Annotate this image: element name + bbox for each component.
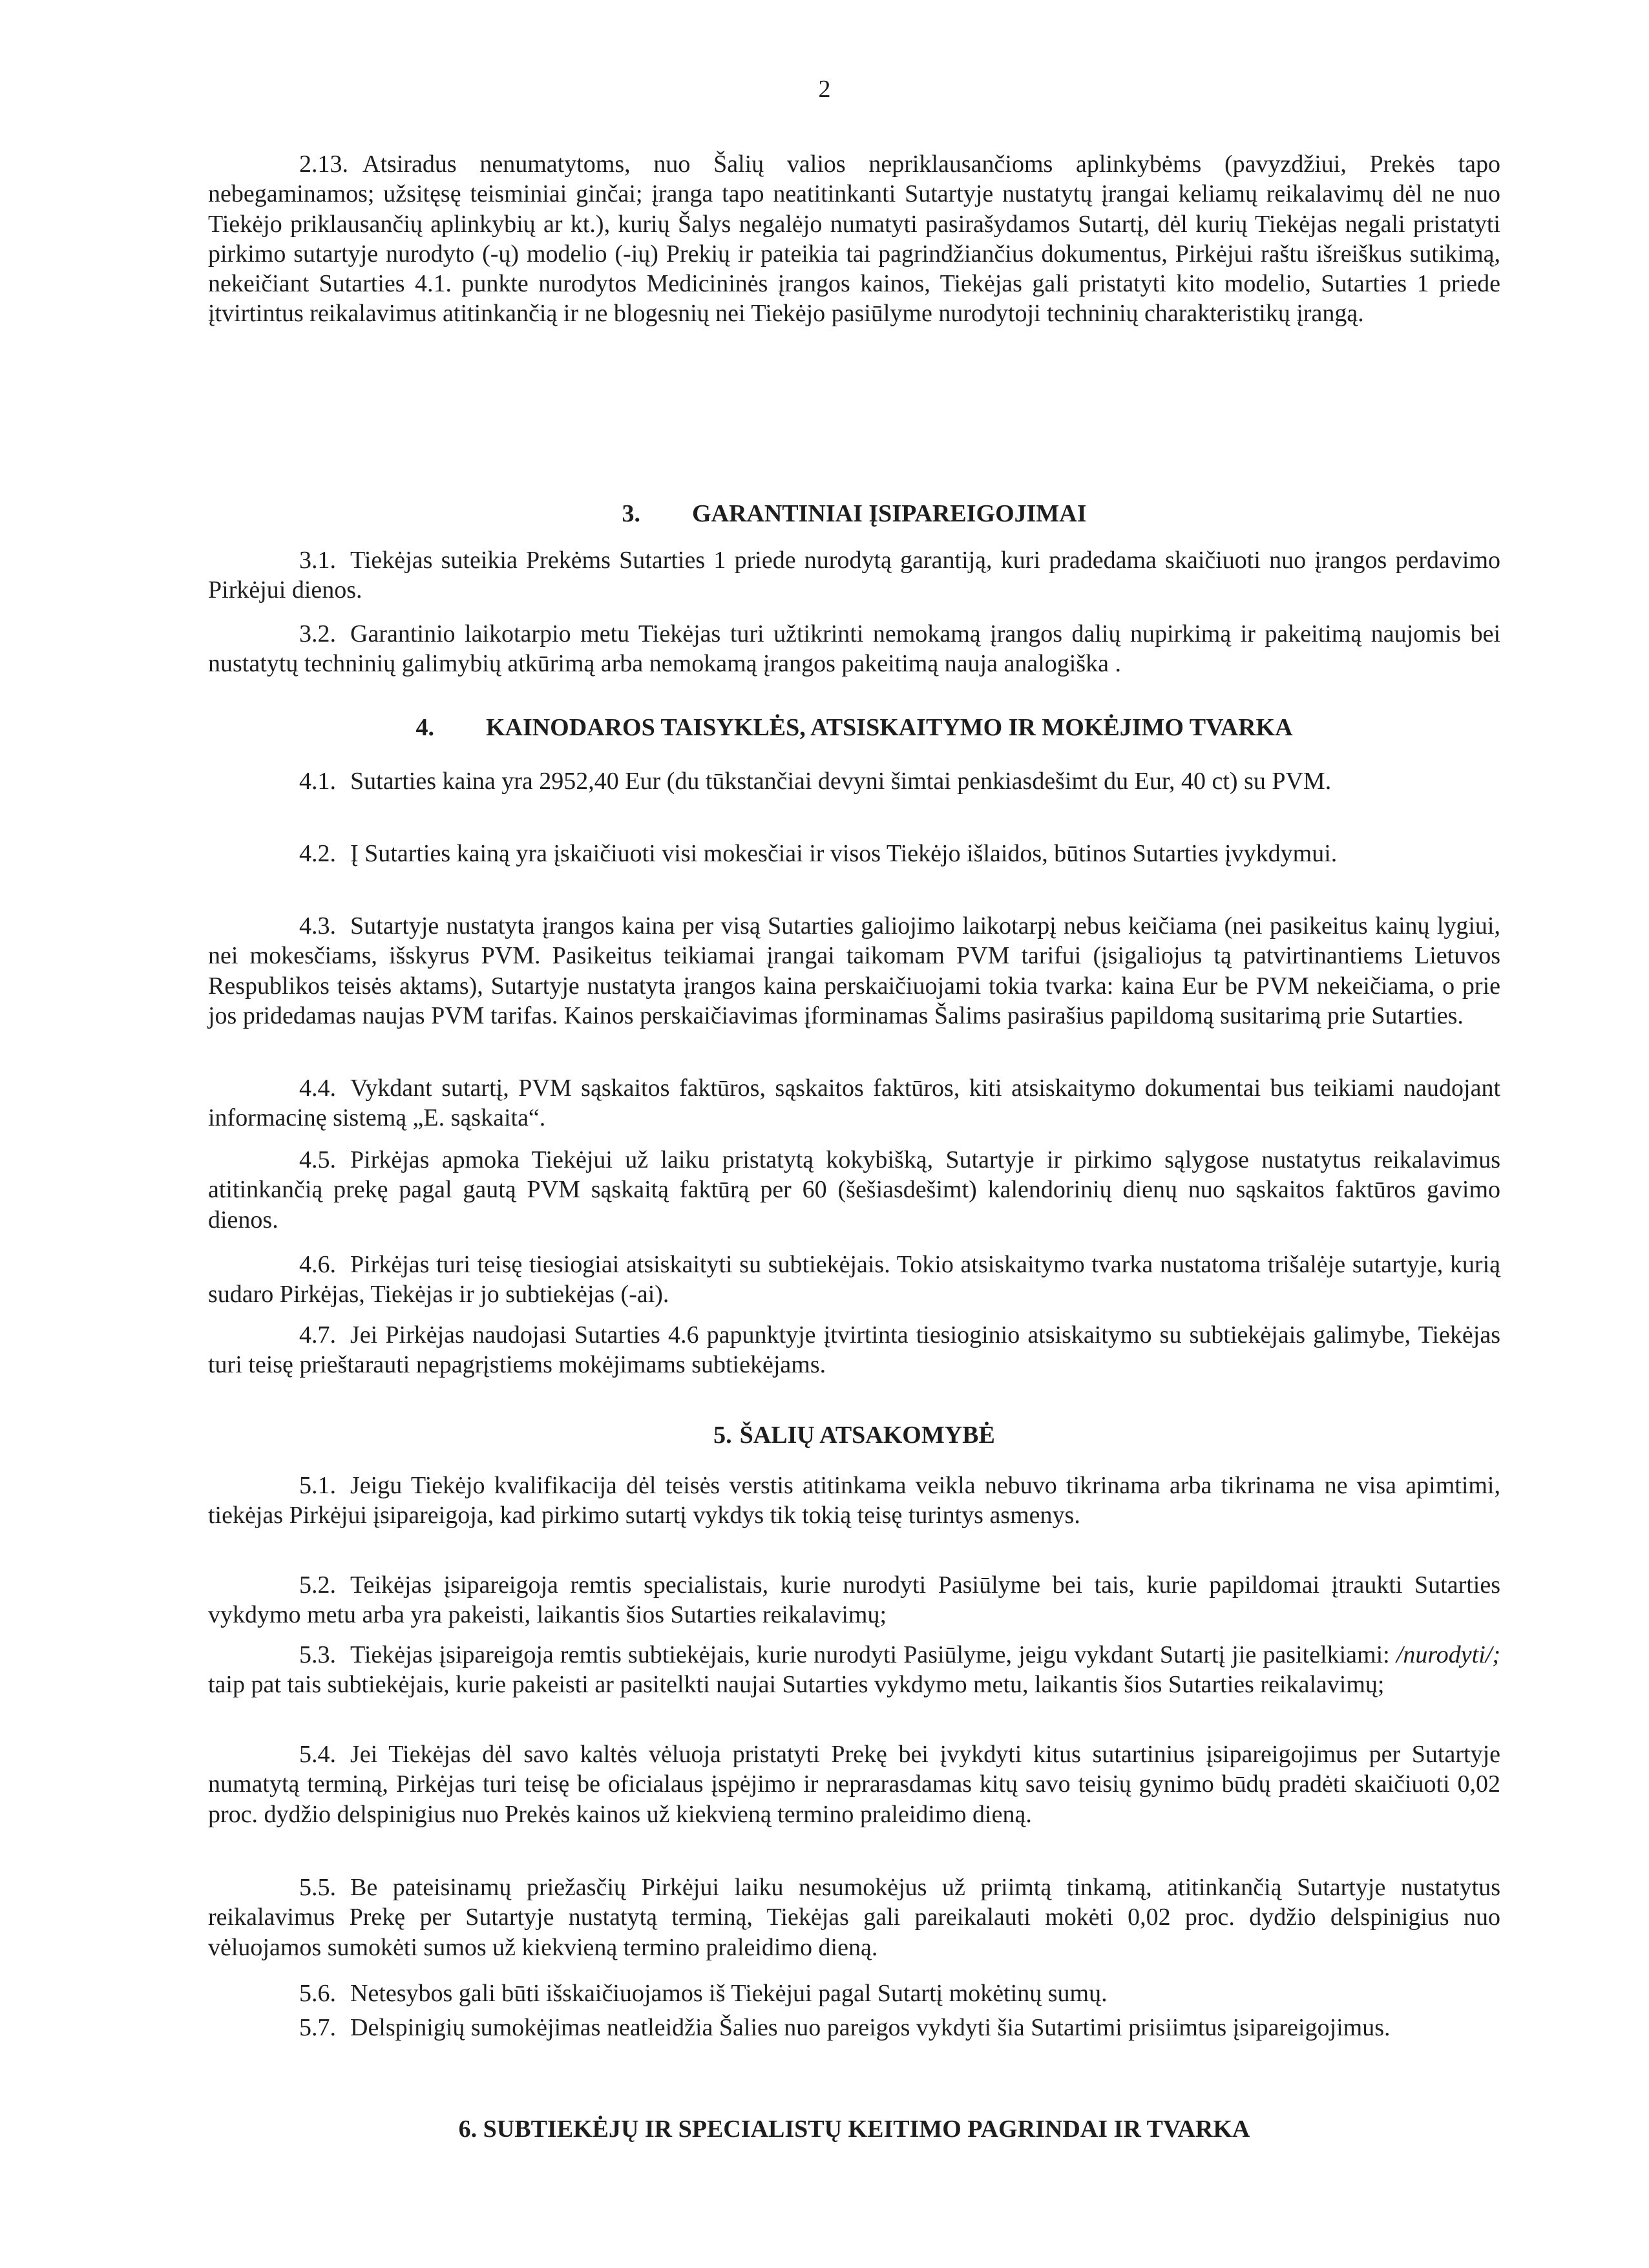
section-number: 5. xyxy=(713,1422,732,1449)
clause-text: Teikėjas įsipareigoja remtis specialistais, kurie nurodyti Pasiūlyme bei tais, kurie papildomai įtraukti Sutarties vykdymo metu arba yra pakeisti, laikantis šios Sutarties reikalavimų; xyxy=(208,1571,1500,1629)
clause-4-6 xyxy=(208,1250,1500,1310)
section-title: ŠALIŲ ATSAKOMYBĖ xyxy=(739,1422,995,1449)
clause-text: Tiekėjas suteikia Prekėms Sutarties 1 priede nurodytą garantiją, kuri pradedama skaičiuoti nuo įrangos perdavimo Pirkėjui dienos. xyxy=(208,547,1500,604)
clause-text: Garantinio laikotarpio metu Tiekėjas turi užtikrinti nemokamą įrangos dalių nupirkimą ir pakeitimą naujomis bei nustatytų techninių galimybių atkūrimą arba nemokamą įrangos pakeitimą nauja analogiška . xyxy=(208,620,1500,678)
clause-text: taip pat tais subtiekėjais, kurie pakeisti ar pasitelkti naujai Sutarties vykdymo metu, laikantis šios Sutarties reikalavimų; xyxy=(208,1671,1385,1699)
clause-number: 2.13. xyxy=(299,151,348,178)
clause-text: Sutartyje nustatyta įrangos kaina per visą Sutarties galiojimo laikotarpį nebus keičiama (nei pasikeitus kainų lygiui, nei mokesčiams, išskyrus PVM. Pasikeitus teikiamai įrangai taikomam PVM tarifui (įsigaliojus tą patvirtinantiems Lietuvos Respublikos teisės aktams), Sutartyje nustatyta įrangos kaina perskaičiuojami tokia tvarka: kaina Eur be PVM nekeičiama, o prie jos pridedamas naujas PVM tarifas. Kainos perskaičiavimas įforminamas Šalims pasirašius papildomą susitarimą prie Sutarties. xyxy=(208,912,1500,1029)
clause-4-2 xyxy=(208,839,1500,868)
clause-text: Vykdant sutartį, PVM sąskaitos faktūros, sąskaitos faktūros, kiti atsiskaitymo dokumentai bus teikiami naudojant informacinę sistemą „E. sąskaita“. xyxy=(208,1075,1500,1132)
clause-number: 3.2. xyxy=(299,620,336,647)
clause-text: Sutarties kaina yra 2952,40 Eur (du tūkstančiai devyni šimtai penkiasdešimt du Eur, 40 ct) su PVM. xyxy=(350,768,1332,795)
clause-5-3 xyxy=(208,1640,1500,1700)
clause-text: Netesybos gali būti išskaičiuojamos iš Tiekėjui pagal Sutartį mokėtinų sumų. xyxy=(350,1980,1108,2007)
clause-5-2 xyxy=(208,1570,1500,1630)
section-title: KAINODAROS TAISYKLĖS, ATSISKAITYMO IR MOKĖJIMO TVARKA xyxy=(485,714,1293,741)
page-number: 2 xyxy=(818,76,831,103)
clause-text: Be pateisinamų priežasčių Pirkėjui laiku nesumokėjus už priimtą tinkamą, atitinkančią Sutartyje nustatytus reikalavimus Prekę per Sutartyje nustatytą terminą, Tiekėjas gali pareikalauti mokėti 0,02 proc. dydžio delspinigius nuo vėluojamos sumokėti sumos už kiekvieną termino praleidimo dieną. xyxy=(208,1874,1500,1961)
clause-text: Jei Pirkėjas naudojasi Sutarties 4.6 papunktyje įtvirtinta tiesioginio atsiskaitymo su subtiekėjais galimybe, Tiekėjas turi teisę prieštarauti nepagrįstiems mokėjimams subtiekėjams. xyxy=(208,1321,1500,1379)
clause-text: Pirkėjas apmoka Tiekėjui už laiku pristatytą kokybišką, Sutartyje ir pirkimo sąlygose nustatytus reikalavimus atitinkančią prekę pagal gautą PVM sąskaitą faktūrą per 60 (šešiasdešimt) kalendorinių dienų nuo sąskaitos faktūros gavimo dienos. xyxy=(208,1146,1500,1234)
clause-number: 5.5. xyxy=(299,1874,336,1901)
section-5-heading xyxy=(208,1420,1500,1450)
clause-text: Pirkėjas turi teisę tiesiogiai atsiskaityti su subtiekėjais. Tokio atsiskaitymo tvarka nustatoma trišalėje sutartyje, kurią sudaro Pirkėjas, Tiekėjas ir jo subtiekėjas (-ai). xyxy=(208,1251,1500,1308)
clause-5-6 xyxy=(208,1979,1500,2008)
clause-number: 4.3. xyxy=(299,912,336,940)
clause-number: 5.4. xyxy=(299,1741,336,1768)
clause-text: Jeigu Tiekėjo kvalifikacija dėl teisės verstis atitinkama veikla nebuvo tikrinama arba tikrinama ne visa apimtimi, tiekėjas Pirkėjui įsipareigoja, kad pirkimo sutartį vykdys tik tokią teisę turintys asmenys. xyxy=(208,1472,1500,1529)
section-4-heading xyxy=(208,713,1500,742)
clause-number: 5.7. xyxy=(299,2014,336,2041)
clause-4-4 xyxy=(208,1073,1500,1133)
clause-number: 4.4. xyxy=(299,1075,336,1102)
clause-5-1 xyxy=(208,1471,1500,1531)
clause-number: 5.1. xyxy=(299,1472,336,1499)
clause-5-4 xyxy=(208,1739,1500,1829)
clause-placeholder: /nurodyti/; xyxy=(1396,1641,1500,1668)
clause-5-5 xyxy=(208,1873,1500,1962)
clause-text: Jei Tiekėjas dėl savo kaltės vėluoja pristatyti Prekę bei įvykdyti kitus sutartinius įsipareigojimus per Sutartyje numatytą terminą, Pirkėjas turi teisę be oficialaus įspėjimo ir neprarasdamas kitų savo teisių gynimo būdų pradėti skaičiuoti 0,02 proc. dydžio delspinigius nuo Prekės kainos už kiekvieną termino praleidimo dieną. xyxy=(208,1741,1500,1828)
clause-number: 4.6. xyxy=(299,1251,336,1278)
clause-5-7 xyxy=(208,2013,1500,2042)
clause-number: 5.3. xyxy=(299,1641,336,1668)
clause-2-13 xyxy=(208,149,1500,329)
clause-number: 3.1. xyxy=(299,547,336,574)
clause-text: Delspinigių sumokėjimas neatleidžia Šalies nuo pareigos vykdyti šia Sutartimi prisiimtus įsipareigojimus. xyxy=(350,2014,1391,2041)
clause-4-1 xyxy=(208,766,1500,796)
clause-number: 4.7. xyxy=(299,1321,336,1349)
clause-3-1 xyxy=(208,545,1500,605)
clause-4-7 xyxy=(208,1320,1500,1380)
clause-4-5 xyxy=(208,1145,1500,1235)
section-number: 3. xyxy=(622,500,640,527)
clause-3-2 xyxy=(208,619,1500,679)
clause-text: Į Sutarties kainą yra įskaičiuoti visi mokesčiai ir visos Tiekėjo išlaidos, būtinos Sutarties įvykdymui. xyxy=(350,840,1338,867)
clause-number: 4.5. xyxy=(299,1146,336,1173)
section-title: GARANTINIAI ĮSIPAREIGOJIMAI xyxy=(691,500,1087,527)
section-6-heading: 6. SUBTIEKĖJŲ IR SPECIALISTŲ KEITIMO PAGRINDAI IR TVARKA xyxy=(458,2116,1250,2143)
clause-number: 5.6. xyxy=(299,1980,336,2007)
clause-number: 4.2. xyxy=(299,840,336,867)
clause-text: Tiekėjas įsipareigoja remtis subtiekėjais, kurie nurodyti Pasiūlyme, jeigu vykdant Sutartį jie pasitelkiami: xyxy=(350,1641,1396,1668)
clause-4-3 xyxy=(208,911,1500,1031)
section-3-heading xyxy=(208,499,1500,529)
clause-number: 4.1. xyxy=(299,768,336,795)
section-number: 4. xyxy=(415,714,434,741)
clause-number: 5.2. xyxy=(299,1571,336,1599)
clause-text: Atsiradus nenumatytoms, nuo Šalių valios nepriklausančioms aplinkybėms (pavyzdžiui, Prekės tapo nebegaminamos; užsitęsę teisminiai ginčai; įranga tapo neatitinkanti Sutartyje nustatytų įrangai keliamų reikalavimų dėl ne nuo Tiekėjo priklausančių aplinkybių ar kt.), kurių Šalys negalėjo numatyti pasirašydamos Sutartį, dėl kurių Tiekėjas negali pristatyti pirkimo sutartyje nurodyto (-ų) modelio (-ių) Prekių ir pateikia tai pagrindžiančius dokumentus, Pirkėjui raštu išreiškus sutikimą, nekeičiant Sutarties 4.1. punkte nurodytos Medicininės įrangos kainos, Tiekėjas gali pristatyti kito modelio, Sutarties 1 priede įtvirtintus reikalavimus atitinkančią ir ne blogesnių nei Tiekėjo pasiūlyme nurodytoji techninių charakteristikų įrangą. xyxy=(208,151,1500,328)
